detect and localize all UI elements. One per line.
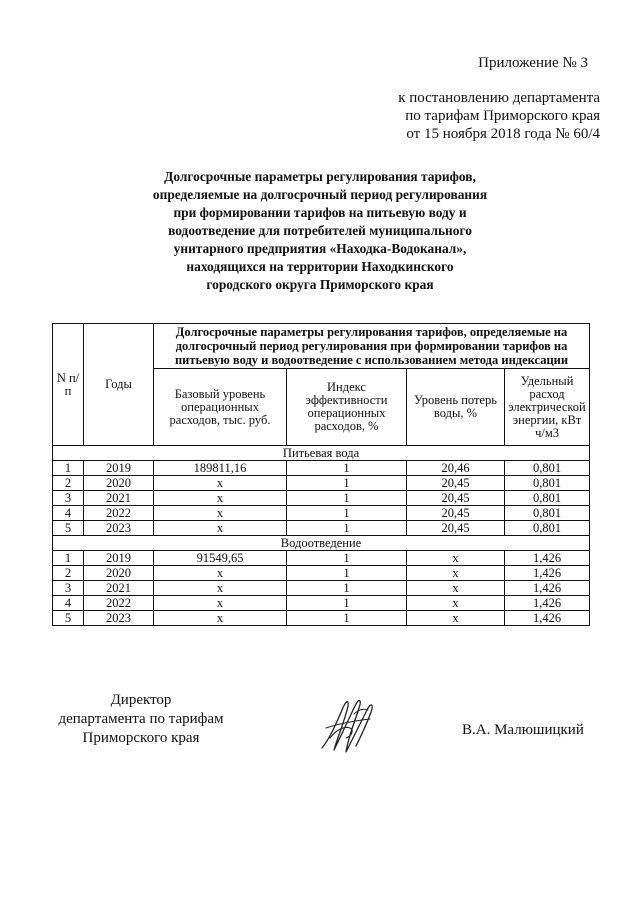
cell-energy-consumption: 0,801 (505, 521, 590, 536)
cell-energy-consumption: 1,426 (505, 551, 590, 566)
cell-number: 3 (53, 581, 84, 596)
cell-efficiency-index: 1 (287, 521, 407, 536)
cell-number: 5 (53, 611, 84, 626)
cell-base-opex: х (154, 476, 287, 491)
table-row (53, 596, 590, 611)
cell-base-opex: 189811,16 (154, 461, 287, 476)
signer-position-line: Директор (110, 692, 172, 708)
cell-energy-consumption: 0,801 (505, 506, 590, 521)
cell-efficiency-index: 1 (287, 506, 407, 521)
cell-number: 1 (53, 551, 84, 566)
signer-position-line: департамента по тарифам (58, 711, 224, 727)
cell-base-opex: х (154, 521, 287, 536)
cell-number: 3 (53, 491, 84, 506)
header-water-loss: Уровень потерь воды, % (407, 369, 505, 446)
appendix-block (380, 54, 600, 143)
cell-efficiency-index: 1 (287, 581, 407, 596)
tariff-parameters-table (52, 323, 590, 626)
cell-base-opex: х (154, 611, 287, 626)
cell-year: 2023 (84, 611, 154, 626)
cell-water-loss: х (407, 566, 505, 581)
header-efficiency-index: Индекс эффективности операционных расходов, % (287, 369, 407, 446)
cell-base-opex: х (154, 596, 287, 611)
cell-year: 2019 (84, 551, 154, 566)
cell-year: 2020 (84, 476, 154, 491)
cell-efficiency-index: 1 (287, 566, 407, 581)
cell-efficiency-index: 1 (287, 611, 407, 626)
table-row (53, 566, 590, 581)
cell-base-opex: х (154, 506, 287, 521)
cell-year: 2021 (84, 581, 154, 596)
table-row (53, 491, 590, 506)
cell-energy-consumption: 0,801 (505, 491, 590, 506)
table-row (53, 551, 590, 566)
cell-number: 4 (53, 506, 84, 521)
title-line: Долгосрочные параметры регулирования тарифов, (164, 169, 476, 184)
cell-energy-consumption: 1,426 (505, 596, 590, 611)
section-row (53, 536, 590, 551)
appendix-line: по тарифам Приморского края (405, 108, 600, 124)
cell-energy-consumption: 0,801 (505, 476, 590, 491)
cell-base-opex: х (154, 581, 287, 596)
cell-water-loss: 20,45 (407, 521, 505, 536)
cell-water-loss: х (407, 581, 505, 596)
header-number: N п/п (53, 324, 84, 446)
title-line: унитарного предприятия «Находка-Водоканал», (173, 241, 467, 256)
section-row (53, 446, 590, 461)
cell-efficiency-index: 1 (287, 491, 407, 506)
cell-efficiency-index: 1 (287, 551, 407, 566)
cell-year: 2023 (84, 521, 154, 536)
cell-number: 2 (53, 476, 84, 491)
cell-number: 4 (53, 596, 84, 611)
title-line: городского округа Приморского края (206, 277, 434, 292)
cell-year: 2019 (84, 461, 154, 476)
cell-water-loss: 20,45 (407, 491, 505, 506)
header-group: Долгосрочные параметры регулирования тарифов, определяемые на долгосрочный период регулирования при формировании тарифов на питьевую воду и водоотведение с использованием метода индексации (154, 324, 590, 369)
table-row (53, 461, 590, 476)
cell-water-loss: х (407, 551, 505, 566)
table-row (53, 611, 590, 626)
cell-efficiency-index: 1 (287, 461, 407, 476)
signer-position (56, 691, 226, 748)
cell-energy-consumption: 1,426 (505, 566, 590, 581)
table-row (53, 521, 590, 536)
cell-number: 1 (53, 461, 84, 476)
cell-energy-consumption: 1,426 (505, 611, 590, 626)
cell-water-loss: 20,45 (407, 506, 505, 521)
table-row (53, 506, 590, 521)
cell-base-opex: х (154, 491, 287, 506)
appendix-line: от 15 ноября 2018 года № 60/4 (406, 126, 600, 142)
cell-number: 5 (53, 521, 84, 536)
cell-base-opex: 91549,65 (154, 551, 287, 566)
handwritten-signature (318, 694, 376, 756)
title-line: водоотведение для потребителей муниципального (168, 223, 472, 238)
header-energy-consumption: Удельный расход электрической энергии, кВт ч/м3 (505, 369, 590, 446)
cell-year: 2021 (84, 491, 154, 506)
cell-year: 2022 (84, 506, 154, 521)
cell-efficiency-index: 1 (287, 476, 407, 491)
table-row (53, 581, 590, 596)
signer-name: В.А. Малюшицкий (462, 722, 584, 738)
cell-water-loss: х (407, 611, 505, 626)
header-base-opex: Базовый уровень операционных расходов, тыс. руб. (154, 369, 287, 446)
cell-water-loss: 20,46 (407, 461, 505, 476)
table-body (53, 446, 590, 626)
appendix-line: к постановлению департамента (398, 90, 600, 106)
cell-efficiency-index: 1 (287, 596, 407, 611)
section-title: Водоотведение (53, 536, 590, 551)
section-title: Питьевая вода (53, 446, 590, 461)
cell-water-loss: х (407, 596, 505, 611)
cell-base-opex: х (154, 566, 287, 581)
title-line: находящихся на территории Находкинского (186, 259, 454, 274)
table-row (53, 476, 590, 491)
title-line: при формировании тарифов на питьевую воду и (173, 205, 467, 220)
cell-year: 2020 (84, 566, 154, 581)
document-title (100, 168, 540, 294)
title-line: определяемые на долгосрочный период регулирования (152, 187, 488, 202)
cell-energy-consumption: 1,426 (505, 581, 590, 596)
signer-position-line: Приморского края (82, 730, 200, 746)
header-year: Годы (84, 324, 154, 446)
cell-energy-consumption: 0,801 (505, 461, 590, 476)
cell-year: 2022 (84, 596, 154, 611)
appendix-number: Приложение № 3 (478, 55, 588, 71)
cell-number: 2 (53, 566, 84, 581)
cell-water-loss: 20,45 (407, 476, 505, 491)
